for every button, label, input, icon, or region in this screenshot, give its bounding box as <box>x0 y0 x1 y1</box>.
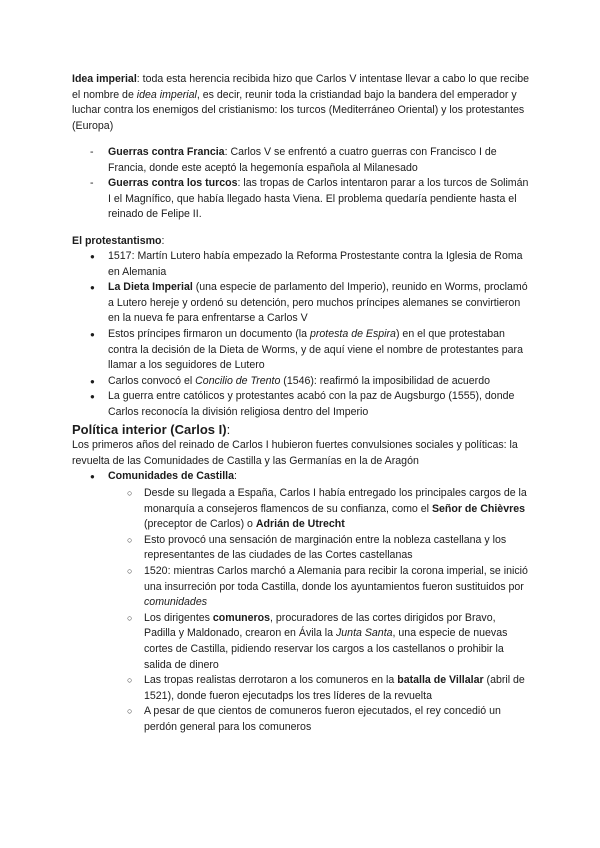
list-item: ● 1517: Martín Lutero había empezado la Reforma Prostestante contra la Iglesia de Roma en Alemania <box>72 249 530 280</box>
wars-list <box>72 145 530 223</box>
list-item: ● La guerra entre católicos y protestantes acabó con la paz de Augsburgo (1555), donde Carlos reconocía la división religiosa dentro del Imperio <box>72 389 530 420</box>
comunidades-heading: ● Comunidades de Castilla: <box>72 469 530 485</box>
list-item: ○ Esto provocó una sensación de marginación entre la nobleza castellana y los representantes de las ciudades de las Cortes castellanas <box>72 533 530 564</box>
list-item: ● Estos príncipes firmaron un documento (la protesta de Espira) en el que protestaban contra la decisión de la Dieta de Worms, y de aquí viene el nombre de protestantes para llamar a los seguidores de Lutero <box>72 327 530 374</box>
protestantism-heading: El protestantismo: <box>72 235 165 247</box>
list-item: ○ Desde su llegada a España, Carlos I había entregado los principales cargos de la monarquía a consejeros flamencos de su confianza, como el Señor de Chièvres (preceptor de Carlos) o Adrián de Utrecht <box>72 486 530 533</box>
comunidades-sublist <box>72 486 530 736</box>
list-item: ○ Las tropas realistas derrotaron a los comuneros en la batalla de Villalar (abril de 1521), donde fueron ejecutadps los tres líderes de la revuelta <box>72 673 530 704</box>
politica-interior-intro: Los primeros años del reinado de Carlos I hubieron fuertes convulsiones sociales y políticas: la revuelta de las Comunidades de Castilla y las Germanías en la de Aragón <box>72 439 518 467</box>
list-item: - Guerras contra los turcos: las tropas de Carlos intentaron parar a los turcos de Solimán I el Magnífico, que había llegado hasta Viena. El problema quedaría pendiente hasta el reinado de Felipe II. <box>72 176 530 223</box>
list-item: ○ A pesar de que cientos de comuneros fueron ejecutados, el rey concedió un perdón general para los comuneros <box>72 704 530 735</box>
idea-imperial-term: Idea imperial <box>72 73 137 85</box>
list-item: ● Carlos convocó el Concilio de Trento (1546): reafirmó la imposibilidad de acuerdo <box>72 374 530 390</box>
idea-imperial-paragraph: Idea imperial: toda esta herencia recibida hizo que Carlos V intentase llevar a cabo lo que recibe el nombre de idea imperial, es decir, reunir toda la cristiandad bajo la bandera del emperador y luchar contra los enemigos del cristianismo: los turcos (Mediterráneo Oriental) y los protestantes (Europa) <box>72 73 529 132</box>
protestantism-list <box>72 249 530 421</box>
list-item: ○ Los dirigentes comuneros, procuradores de las cortes dirigidos por Bravo, Padilla y Maldonado, crearon en Ávila la Junta Santa, una especie de nuevas cortes de Castilla, pidiendo reservar los cargos a los castellanos o prohibir la salida de dinero <box>72 611 530 673</box>
comunidades-list <box>72 469 530 485</box>
list-item: ○ 1520: mientras Carlos marchó a Alemania para recibir la corona imperial, se inició una insurreción por toda Castilla, donde los ayuntamientos fueron sustituidos por comunidades <box>72 564 530 611</box>
list-item: - Guerras contra Francia: Carlos V se enfrentó a cuatro guerras con Francisco I de Francia, donde este aceptó la hegemonía española al Milanesado <box>72 145 530 176</box>
politica-interior-heading: Política interior (Carlos I): <box>72 422 231 437</box>
list-item: ● La Dieta Imperial (una especie de parlamento del Imperio), reunido en Worms, proclamó a Lutero hereje y ordenó su detención, pero muchos príncipes alemanes se convirtieron en la nueva fe para enfrentarse a Carlos V <box>72 280 530 327</box>
